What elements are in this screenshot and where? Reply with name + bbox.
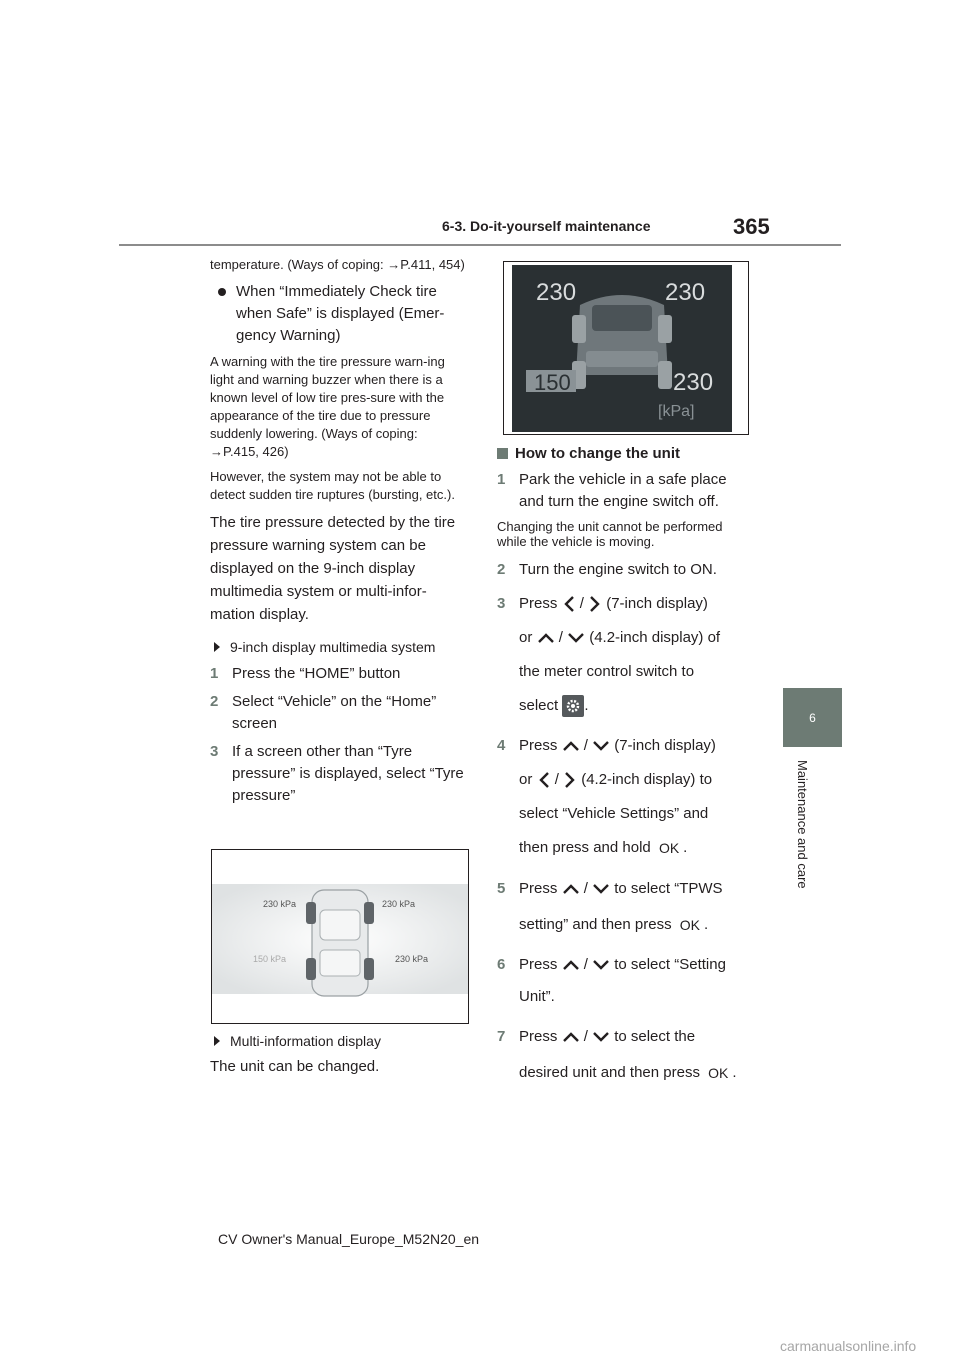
chevron-left-icon xyxy=(537,771,551,789)
step-text: / xyxy=(558,629,563,646)
heading-text: How to change the unit xyxy=(515,445,680,462)
heading-change-unit xyxy=(497,444,755,463)
chevron-down-icon xyxy=(592,883,610,895)
step-number: 2 xyxy=(497,561,506,578)
step-number: 3 xyxy=(210,743,219,760)
display-screen xyxy=(512,265,732,432)
step-3 xyxy=(497,587,755,723)
subheading-text: 9-inch display multimedia system xyxy=(230,639,436,655)
subheading-multi-info xyxy=(210,1032,468,1051)
paragraph-unit: The unit can be changed. xyxy=(210,1058,380,1075)
step-text: If a screen other than “Tyre pressure” is displayed, select “Tyre pressure” xyxy=(232,743,464,804)
left-column xyxy=(210,256,468,813)
chevron-up-icon xyxy=(537,632,555,644)
bullet-emergency-warning xyxy=(210,281,468,347)
step-6 xyxy=(497,949,755,1013)
step-number: 4 xyxy=(497,737,506,754)
step-text: Select “Vehicle” on the “Home” screen xyxy=(232,693,437,732)
chevron-up-icon xyxy=(562,959,580,971)
step-text: the meter control switch to xyxy=(519,663,695,680)
step-text: . xyxy=(704,916,709,934)
step-text: Park the vehicle in a safe place and turn the engine switch off. xyxy=(519,471,727,510)
tire-front-left-value: 230 kPa xyxy=(263,899,297,909)
paragraph-warning: A warning with the tire pressure warn-ing light and warning buzzer when there is a known level of low tire pres-sure with the appearance of the tire due to pressure suddenly lowering. (Ways of coping: →P.415, 426) xyxy=(210,354,445,459)
tire-rear-right-value: 230 xyxy=(673,369,714,396)
step-text: . xyxy=(732,1064,737,1082)
tire-front-left-value: 230 xyxy=(536,279,577,306)
step-text: Press xyxy=(519,956,558,974)
tire-rear-right-value: 230 kPa xyxy=(395,954,429,964)
step-text: to select “Setting xyxy=(614,956,726,974)
step-text: then press and hold xyxy=(519,839,651,856)
tire-rear-left-value: 150 kPa xyxy=(253,954,287,964)
step-text: / xyxy=(583,880,588,898)
header-divider xyxy=(119,244,841,246)
subheading-9inch xyxy=(210,638,468,657)
chevron-down-icon xyxy=(592,740,610,752)
ok-button-icon: OK xyxy=(708,1065,729,1082)
step-text: select “Vehicle Settings” and xyxy=(519,805,709,822)
chevron-up-icon xyxy=(562,740,580,752)
settings-gear-icon xyxy=(562,695,584,717)
step-text: desired unit and then press xyxy=(519,1064,700,1082)
step-number: 1 xyxy=(210,665,219,682)
step-text: (4.2-inch display) to xyxy=(581,771,713,788)
step-3 xyxy=(210,741,468,807)
step-text: / xyxy=(583,956,588,974)
chevron-right-icon xyxy=(588,595,602,613)
car-top-view-illustration xyxy=(212,850,468,1023)
step-5 xyxy=(497,871,755,943)
subheading-text: Multi-information display xyxy=(230,1033,381,1049)
step-text: / xyxy=(579,595,584,612)
paragraph-display: The tire pressure detected by the tire pressure warning system can be displayed on the 9-inch display multimedia system or multi-infor-mation display. xyxy=(210,514,456,623)
section-title: 6-3. Do-it-yourself maintenance xyxy=(442,218,651,234)
step-number: 7 xyxy=(497,1028,506,1046)
step-text: / xyxy=(583,737,588,754)
step-text: or xyxy=(519,629,533,646)
bullet-dot-icon xyxy=(218,288,226,296)
note-moving: Changing the unit cannot be performed while the vehicle is moving. xyxy=(497,519,723,549)
step-number: 6 xyxy=(497,956,506,974)
step-text: Press xyxy=(519,1028,558,1046)
step-text: Press xyxy=(519,595,558,612)
step-1 xyxy=(210,663,468,685)
step-text: Press the “HOME” button xyxy=(232,665,401,682)
step-text: Press xyxy=(519,880,558,898)
page-number: 365 xyxy=(733,214,770,239)
bullet-text: When “Immediately Check tire when Safe” is displayed (Emer-gency Warning) xyxy=(236,283,445,344)
manual-footer: CV Owner's Manual_Europe_M52N20_en xyxy=(218,1231,480,1247)
tire-rear-left-value: 150 xyxy=(534,370,571,395)
step-number: 3 xyxy=(497,595,506,612)
step-text: / xyxy=(583,1028,588,1046)
watermark: carmanualsonline.info xyxy=(780,1338,917,1354)
chapter-tab[interactable] xyxy=(783,688,842,747)
step-text: (7-inch display) xyxy=(614,737,716,754)
step-2 xyxy=(210,691,468,735)
tire-front-right-value: 230 kPa xyxy=(382,899,416,909)
chevron-down-icon xyxy=(592,959,610,971)
chapter-label: Maintenance and care xyxy=(795,760,810,889)
left-column-lower xyxy=(210,1028,468,1078)
step-number: 5 xyxy=(497,880,506,898)
triangle-arrow-icon xyxy=(214,642,220,652)
step-2 xyxy=(497,559,755,581)
triangle-arrow-icon xyxy=(214,1036,220,1046)
chapter-number: 6 xyxy=(809,710,816,725)
step-text: select xyxy=(519,697,559,714)
step-text: Turn the engine switch to ON. xyxy=(519,561,717,578)
chevron-right-icon xyxy=(563,771,577,789)
step-text: or xyxy=(519,771,533,788)
step-text: Unit”. xyxy=(519,988,555,1006)
step-text: / xyxy=(554,771,559,788)
step-number: 1 xyxy=(497,471,506,488)
ok-button-icon: OK xyxy=(658,840,680,857)
ok-button-icon: OK xyxy=(679,917,700,934)
step-text: to select the xyxy=(614,1028,696,1046)
multimedia-tire-pressure-figure xyxy=(211,849,469,1024)
step-number: 2 xyxy=(210,693,219,710)
right-column xyxy=(497,440,755,1097)
step-text: (7-inch display) xyxy=(606,595,708,612)
step-text: setting” and then press xyxy=(519,916,672,934)
chevron-down-icon xyxy=(592,1031,610,1043)
step-text: to select “TPWS xyxy=(614,880,723,898)
paragraph-limitation: However, the system may not be able to detect sudden tire ruptures (bursting, etc.). xyxy=(210,469,455,502)
tire-front-right-value: 230 xyxy=(665,279,706,306)
chevron-up-icon xyxy=(562,883,580,895)
pressure-unit-label: [kPa] xyxy=(658,403,695,420)
step-1 xyxy=(497,469,755,513)
chevron-up-icon xyxy=(562,1031,580,1043)
step-7 xyxy=(497,1019,755,1091)
chevron-down-icon xyxy=(567,632,585,644)
step-text: Press xyxy=(519,737,558,754)
step-text: (4.2-inch display) of xyxy=(589,629,721,646)
step-text: . xyxy=(584,697,589,714)
step-text: . xyxy=(683,839,688,856)
step-4 xyxy=(497,729,755,865)
heading-square-icon xyxy=(497,448,508,459)
paragraph-temperature: temperature. (Ways of coping: →P.411, 454) xyxy=(210,257,465,272)
chevron-left-icon xyxy=(562,595,576,613)
multi-info-display-figure xyxy=(503,261,749,435)
